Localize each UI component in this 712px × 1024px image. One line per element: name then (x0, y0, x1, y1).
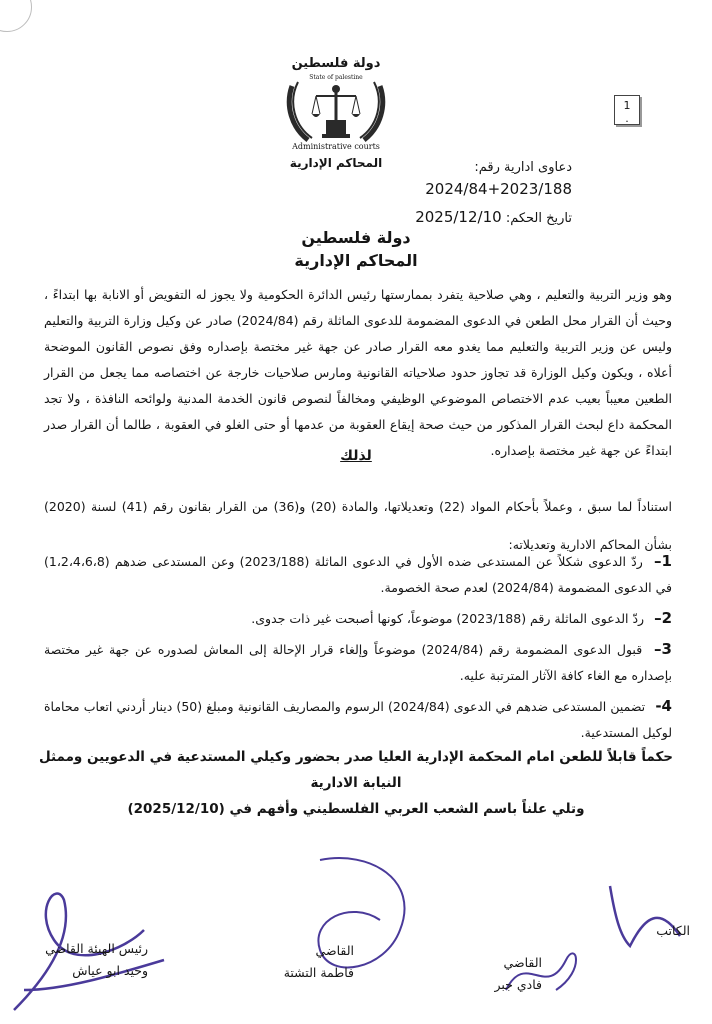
operative-item-number: 2– (654, 609, 672, 627)
ruling-statement (30, 744, 682, 822)
operative-item-number: 1– (654, 552, 672, 570)
logo-arabic-courts: المحاكم الإدارية (289, 156, 383, 170)
signature-clerk (656, 920, 690, 942)
operative-item-number: 3– (654, 640, 672, 658)
therefore-heading: لذلك (340, 448, 372, 464)
operative-item (44, 605, 672, 632)
judge-b-name: فادي جبر (494, 977, 542, 992)
reasoning-paragraph: وهو وزير التربية والتعليم ، وهي صلاحية يتفرد بممارستها رئيس الدائرة الحكومية ولا يجوز له التفويض أو الانابة بها ابتداءً ، وحيث أن القرار محل الطعن في الدعوى المضمومة للدعوى الماثلة رقم (2024/84) صادر عن وكيل وزارة التربية والتعليم وليس عن وزير التربية والتعليم مما يغدو معه القرار صادر عن جهة غير مختصة بإصداره وفق نصوص القانون الموضحة أعلاه ، ويكون وكيل الوزارة قد تجاوز حدود صلاحياته القانونية ومارس صلاحيات خارجة عن اختصاصه مما يجعل من القرار الطعين معيباً بعيب عدم الاختصاص الموضوعي الوظيفي ومخالفاً لنصوص قانون الخدمة المدنية ولوائحه النافذة ، ولا تجد المحكمة داع لبحث القرار المذكور من حيث صحة إيقاع العقوبة من عدمها أو حتى الغلو في العقوبة ، طالما أن القرار صدر ابتداءً عن جهة غير مختصة بإصداره. (44, 287, 672, 458)
page-number-box (614, 95, 640, 125)
logo-arabic-state: دولة فلسطين (291, 56, 381, 71)
heading-courts: المحاكم الإدارية (294, 251, 418, 270)
judgment-date-label: تاريخ الحكم: (505, 211, 572, 226)
judgment-date: 2025/12/10 (415, 208, 502, 226)
operative-item (44, 548, 672, 601)
operative-item-text: ردّ الدعوى الماثلة رقم (2023/188) موضوعاً، كونها أصبحت غير ذات جدوى. (251, 611, 645, 626)
operative-item-text: تضمين المستدعى ضدهم في الدعوى (2024/84) الرسوم والمصاريف القانونية ومبلغ (50) دينار أردني اتعاب محاماة لوكيل المستدعية. (44, 699, 672, 740)
judge-a-title: القاضي (315, 943, 354, 958)
ruling-line-2: وتلي علناً باسم الشعب العربي الفلسطيني وأفهم في (2025/12/10) (127, 801, 585, 817)
signature-judge-b (494, 952, 542, 996)
heading-state: دولة فلسطين (301, 228, 411, 247)
operative-item-text: ردّ الدعوى شكلاً عن المستدعى ضده الأول في الدعوى الماثلة (2023/188) وعن المستدعى ضدهم (1،2،4،6،8) في الدعوى المضمومة (2024/84) لعدم صحة الخصومة. (44, 554, 672, 595)
legal-basis-paragraph: استناداً لما سبق ، وعملاً بأحكام المواد (22) وتعديلاتها، والمادة (20) و(36) من القرار بقانون رقم (41) لسنة (2020) بشأن المحاكم الادارية وتعديلاته: (44, 499, 672, 552)
scales-of-justice-icon (278, 80, 394, 144)
case-number: 2024/84+2023/188 (425, 180, 572, 198)
clerk-title: الكاتب (656, 923, 690, 938)
judge-b-title: القاضي (503, 955, 542, 970)
clerk-signature-scribble (590, 876, 690, 956)
page-number: 1 (623, 99, 631, 112)
chair-title: رئيس الهيئة القاضي (45, 941, 148, 956)
operative-clauses (44, 548, 672, 750)
logo-english-state: State of palestine (309, 74, 363, 81)
ruling-line-1: حكماً قابلاً للطعن امام المحكمة الإدارية العليا صدر بحضور وكيلي المستدعية في الدعويين وممثل النيابة الادارية (38, 749, 674, 791)
operative-item (44, 693, 672, 746)
corner-mark (0, 0, 32, 32)
page-number-mark: . (625, 112, 629, 125)
case-number-label: دعاوى ادارية رقم: (474, 160, 572, 175)
court-logo (278, 56, 394, 178)
signature-chair (45, 938, 148, 982)
signature-judge-a (284, 940, 354, 984)
judgment-date-line (415, 208, 572, 226)
operative-item-text: قبول الدعوى المضمومة رقم (2024/84) موضوعاً وإلغاء قرار الإحالة إلى المعاش لصدوره عن جهة غير مختصة بإصداره مع الغاء كافة الآثار المترتبة عليه. (44, 642, 672, 683)
chair-name: وحيد ابو عياش (72, 963, 148, 978)
operative-item (44, 636, 672, 689)
judge-a-name: فاطمة التشتة (283, 965, 354, 980)
operative-item-number: 4- (655, 697, 672, 715)
logo-english-courts: Administrative courts (292, 142, 380, 151)
